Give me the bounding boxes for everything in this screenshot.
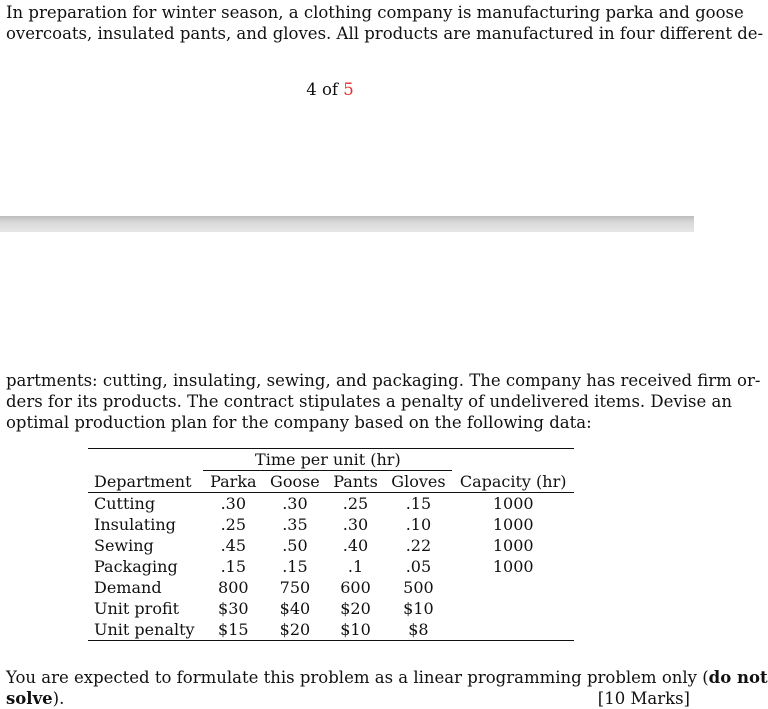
table-cell: $20	[263, 619, 326, 641]
table-cell: 1000	[492, 494, 534, 513]
closing-line-2	[6, 688, 690, 709]
closing-line-1-text: You are expected to formulate this problem as a linear programming problem only (	[6, 668, 709, 687]
table-cell: .50	[282, 536, 308, 555]
table-cell: .25	[342, 494, 369, 513]
table-cell: .10	[405, 515, 432, 534]
row-label: Packaging	[94, 557, 178, 576]
table-cell: 600	[340, 578, 371, 597]
table-cell: $40	[279, 599, 311, 618]
table-cell: $10	[327, 619, 385, 641]
table-cell: .30	[282, 494, 308, 513]
closing-emphasis-2: solve	[6, 689, 53, 708]
table-cell	[452, 619, 574, 641]
table-cell: .15	[282, 557, 308, 576]
table-row	[88, 577, 574, 598]
page-divider	[0, 216, 694, 232]
intro-line-2: overcoats, insulated pants, and gloves. All products are manufactured in four different de-	[6, 24, 764, 43]
header-gloves: Gloves	[384, 471, 452, 493]
table-row	[88, 556, 574, 577]
table-cell	[452, 577, 574, 598]
closing-paragraph	[6, 667, 768, 688]
page-separator: of	[321, 80, 339, 99]
page-current: 4	[306, 80, 317, 99]
table-cell: $20	[340, 599, 371, 618]
row-label: Insulating	[94, 515, 176, 534]
table-cell: 1000	[492, 557, 534, 576]
page-total: 5	[343, 80, 354, 99]
table-cell: 800	[218, 578, 249, 597]
table-cell: $30	[218, 599, 249, 618]
marks-label: [10 Marks]	[597, 689, 690, 708]
table-cell: 1000	[492, 515, 534, 534]
table-span-header-row	[88, 449, 574, 471]
table-header-row	[88, 471, 574, 493]
table-cell: .22	[405, 536, 432, 555]
header-capacity: Capacity (hr)	[452, 471, 574, 493]
closing-line-2-text: ).	[52, 689, 65, 708]
table-cell: .15	[220, 557, 247, 576]
table-cell: .35	[282, 515, 308, 534]
table-cell: 1000	[492, 536, 534, 555]
row-label: Unit profit	[94, 599, 180, 618]
table-cell: $10	[403, 599, 434, 618]
header-parka: Parka	[203, 471, 263, 493]
table-cell: .40	[342, 536, 369, 555]
table-row	[88, 535, 574, 556]
table-cell: 500	[403, 578, 434, 597]
table-cell: .25	[220, 515, 247, 534]
table-row	[88, 514, 574, 535]
table-cell: .1	[347, 557, 364, 576]
table-cell: $15	[203, 619, 263, 641]
middle-line-3: optimal production plan for the company based on the following data:	[6, 413, 592, 432]
time-per-unit-header: Time per unit (hr)	[203, 449, 452, 471]
table-cell: 750	[279, 578, 311, 597]
table-row	[88, 619, 574, 641]
table-row	[88, 493, 574, 515]
page-indicator	[0, 80, 660, 99]
header-pants: Pants	[327, 471, 385, 493]
table-cell: .30	[220, 494, 247, 513]
middle-paragraph	[6, 370, 761, 433]
header-goose: Goose	[263, 471, 326, 493]
closing-emphasis-1: do not	[708, 668, 768, 687]
row-label: Demand	[94, 578, 162, 597]
data-table-container	[88, 448, 574, 641]
middle-line-1: partments: cutting, insulating, sewing, and packaging. The company has received firm or-	[6, 371, 761, 390]
intro-line-1: In preparation for winter season, a clothing company is manufacturing parka and goose	[6, 3, 744, 22]
table-row	[88, 598, 574, 619]
table-cell: .15	[405, 494, 432, 513]
header-department: Department	[88, 471, 203, 493]
table-cell: .45	[220, 536, 247, 555]
middle-line-2: ders for its products. The contract stipulates a penalty of undelivered items. Devise an	[6, 392, 732, 411]
table-cell: .05	[405, 557, 432, 576]
closing-line-1	[6, 667, 768, 688]
row-label: Unit penalty	[88, 619, 203, 641]
intro-paragraph	[6, 2, 764, 44]
production-data-table	[88, 448, 574, 641]
table-cell: .30	[342, 515, 369, 534]
table-cell	[452, 598, 574, 619]
row-label: Cutting	[94, 494, 156, 513]
table-cell: $8	[384, 619, 452, 641]
row-label: Sewing	[94, 536, 154, 555]
